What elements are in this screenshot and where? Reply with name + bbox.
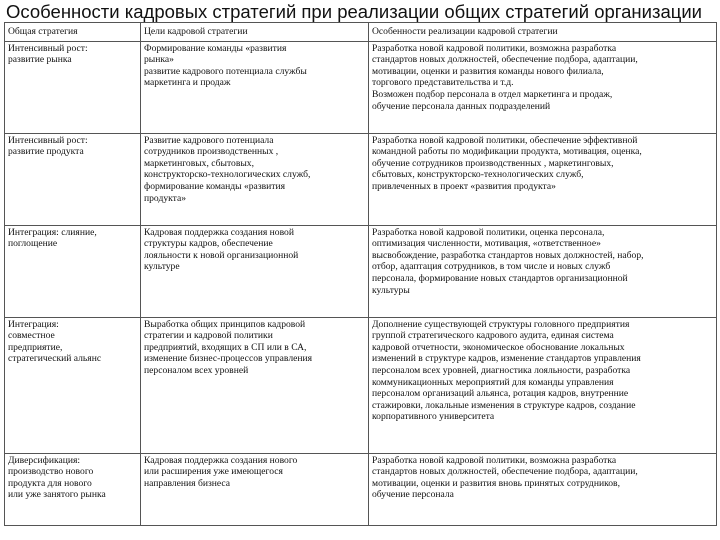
cell-features: Разработка новой кадровой политики, оценка персонала, оптимизация численности, мотивация, «ответственное» высвобождение, разработка стандартов новых должностей, набор, отбор, адаптация сотрудников, в том числе и новых служб персонала, формирование новых стандартов организационной культуры — [369, 225, 717, 317]
cell-goals: Выработка общих принципов кадровой стратегии и кадровой политики предприятий, входящих в СП или в СА, изменение бизнес-процессов управления персоналом всех уровней — [141, 317, 369, 453]
cell-strategy: Интенсивный рост: развитие рынка — [5, 41, 141, 133]
header-hr-goals: Цели кадровой стратегии — [141, 23, 369, 42]
header-hr-features: Особенности реализации кадровой стратегии — [369, 23, 717, 42]
cell-goals: Кадровая поддержка создания нового или расширения уже имеющегося направления бизнеса — [141, 453, 369, 525]
cell-strategy: Интенсивный рост: развитие продукта — [5, 133, 141, 225]
cell-features: Разработка новой кадровой политики, возможна разработка стандартов новых должностей, обеспечение подбора, адаптации, мотивации, оценки и развития вновь принятых сотрудников, обучение персонала — [369, 453, 717, 525]
cell-features: Разработка новой кадровой политики, возможна разработка стандартов новых должностей, обеспечение подбора, адаптации, мотивации, оценки и развития команды нового филиала, торгового представительства и т.д. Возможен подбор персонала в отдел маркетинга и продаж, обучение персонала данных подразделений — [369, 41, 717, 133]
table-row — [5, 225, 717, 317]
header-general-strategy: Общая стратегия — [5, 23, 141, 42]
cell-strategy: Диверсификация: производство нового продукта для нового или уже занятого рынка — [5, 453, 141, 525]
cell-features: Разработка новой кадровой политики, обеспечение эффективной командной работы по модификации продукта, мотивация, оценка, обучение сотрудников производственных , маркетинговых, сбытовых, конструкторско-технологических служб, привлеченных в проект «развития продукта» — [369, 133, 717, 225]
table-row — [5, 317, 717, 453]
cell-goals: Формирование команды «развития рынка» развитие кадрового потенциала службы маркетинга и продаж — [141, 41, 369, 133]
table-header-row — [5, 23, 717, 42]
cell-goals: Развитие кадрового потенциала сотрудников производственных , маркетинговых, сбытовых, конструкторско-технологических служб, формирование команды «развития продукта» — [141, 133, 369, 225]
page-title: Особенности кадровых стратегий при реализации общих стратегий организации — [6, 1, 702, 22]
table-row — [5, 41, 717, 133]
cell-features: Дополнение существующей структуры головного предприятия группой стратегического кадрового аудита, единая система кадровой отчетности, экономическое обоснование локальных изменений в структуре кадров, изменение стандартов управления персоналом всех уровней, диагностика лояльности, разработка коммуникационных мероприятий для команды управления персоналом организаций альянса, ротация кадров, внутренние стажировки, локальные изменения в структуре кадров, создание корпоративного университета — [369, 317, 717, 453]
cell-goals: Кадровая поддержка создания новой структуры кадров, обеспечение лояльности к новой организационной культуре — [141, 225, 369, 317]
cell-strategy: Интеграция: совместное предприятие, стратегический альянс — [5, 317, 141, 453]
strategy-table — [4, 22, 717, 526]
table-row — [5, 133, 717, 225]
cell-strategy: Интеграция: слияние, поглощение — [5, 225, 141, 317]
table-row — [5, 453, 717, 525]
